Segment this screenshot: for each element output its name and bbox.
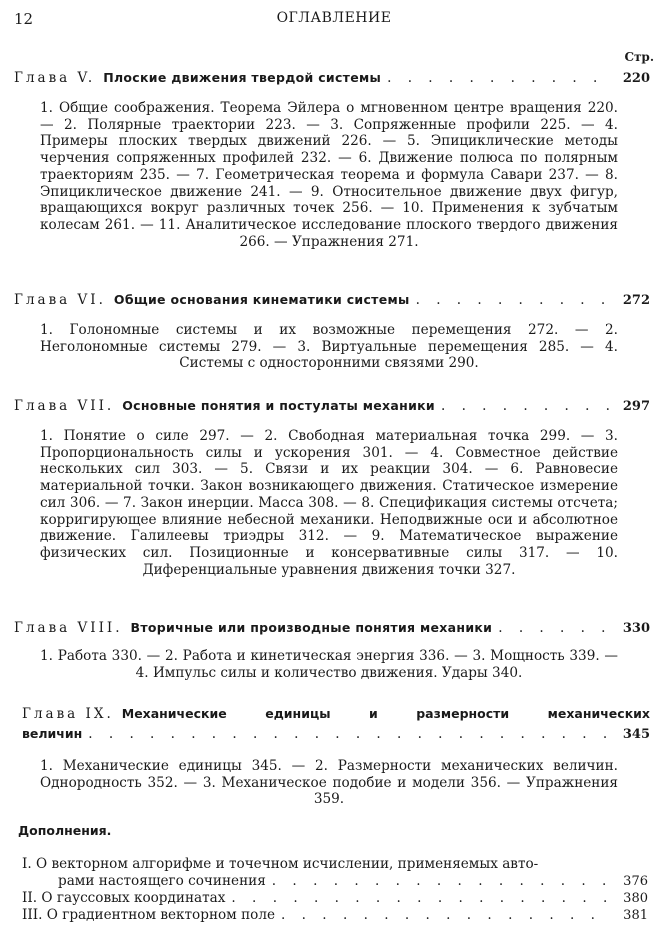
chapter-8-sections: 1. Работа 330. — 2. Работа и кинетическая энергия 336. — 3. Мощность 339. — 4. Импульс силы и количество движения. Удары 340. xyxy=(40,648,618,681)
chapter-5-sections: 1. Общие соображения. Теорема Эйлера о мгновенном центре вращения 220. — 2. Полярные траектории 223. — 3. Сопряженные профили 225. — 4. Примеры плоских твердых движений 226. — 5. Эпициклические методы черчения сопряженных профилей 232. — 6. Движение полюса по полярным траекториям 235. — 7. Геометрическая теорема и формула Савари 237. — 8. Эпициклическое движение 241. — 9. Относительное движение двух фигур, вращающихся вокруг различных точек 256. — 10. Применения к зубчатым колесам 261. — 11. Аналитическое исследование плоского твердого движения 266. — Упражнения 271. xyxy=(40,100,618,250)
addendum-page: 380 xyxy=(623,891,648,906)
chapter-6-sections: 1. Голономные системы и их возможные перемещения 272. — 2. Неголономные системы 279. — 3. Виртуальные перемещения 285. — 4. Системы с односторонними связями 290. xyxy=(40,322,618,372)
page-column-label: Стр. xyxy=(624,50,654,64)
chapter-7-entry[interactable] xyxy=(14,398,650,414)
chapter-5-entry[interactable] xyxy=(14,70,650,86)
chapter-title: Вторичные или производные понятия механики xyxy=(130,620,493,635)
leader-dots xyxy=(416,292,610,308)
addendum-page: 376 xyxy=(623,873,648,889)
chapter-9-sections: 1. Механические единицы 345. — 2. Размерности механических величин. Однородность 352. — 3. Механическое подобие и модели 356. — Упражнения 359. xyxy=(40,758,618,808)
addendum-3-entry[interactable] xyxy=(22,907,648,925)
chapter-label: Глава IX. xyxy=(22,706,114,722)
chapter-6-entry[interactable] xyxy=(14,292,650,308)
chapter-title: Основные понятия и постулаты механики xyxy=(122,398,435,413)
addendum-text-line2: рами настоящего сочинения xyxy=(58,872,266,889)
chapter-title-line1: Механические единицы и размерности механических xyxy=(121,706,650,721)
chapter-7-sections: 1. Понятие о силе 297. — 2. Свободная материальная точка 299. — 3. Пропорциональность силы и ускорения 301. — 4. Совместное действие нескольких сил 303. — 5. Связи и их реакции 304. — 6. Равновесие материальной точки. Закон возникающего движения. Статическое измерение сил 306. — 7. Закон инерции. Масса 308. — 8. Спецификация системы отсчета; корригирующее влияние небесной механики. Неподвижные оси и абсолютное движение. Галилеевы триэдры 312. — 9. Математическое выражение физических сил. Позиционные и консервативные силы 317. — 10. Диференциальные уравнения движения точки 327. xyxy=(40,428,618,578)
chapter-page: 345 xyxy=(622,727,650,742)
chapter-8-entry[interactable] xyxy=(14,620,650,636)
chapter-label: Глава V. xyxy=(14,70,96,86)
leader-dots xyxy=(88,726,610,742)
running-title: ОГЛАВЛЕНИЕ xyxy=(276,10,392,26)
leader-dots xyxy=(231,890,608,907)
chapter-page: 220 xyxy=(622,71,650,86)
leader-dots xyxy=(441,398,610,414)
chapter-title: Плоские движения твердой системы xyxy=(103,70,382,85)
leader-dots xyxy=(498,620,610,636)
chapter-label: Глава VII. xyxy=(14,398,115,414)
chapter-page: 272 xyxy=(622,293,650,308)
page-header xyxy=(14,10,654,32)
chapter-9-entry[interactable] xyxy=(22,706,650,742)
chapter-page: 297 xyxy=(622,399,650,414)
leader-dots xyxy=(272,873,608,890)
addendum-2-entry[interactable] xyxy=(22,890,648,908)
chapter-label: Глава VI. xyxy=(14,292,106,308)
chapter-label: Глава VIII. xyxy=(14,620,123,636)
chapter-page: 330 xyxy=(622,621,650,636)
chapter-title-line2: величин xyxy=(22,726,83,741)
leader-dots xyxy=(387,70,610,86)
addendum-1-entry[interactable] xyxy=(22,856,648,890)
chapter-title: Общие основания кинематики системы xyxy=(113,292,410,307)
page-number: 12 xyxy=(14,10,34,28)
addendum-text: III. О градиентном векторном поле xyxy=(22,907,276,923)
addendum-text-line1: I. О векторном алгорифме и точечном исчислении, применяемых авто- xyxy=(22,856,539,872)
addendum-text: II. О гауссовых координатах xyxy=(22,890,226,906)
addendum-page: 381 xyxy=(623,908,648,923)
addenda-heading: Дополнения. xyxy=(18,823,112,838)
leader-dots xyxy=(281,907,608,924)
